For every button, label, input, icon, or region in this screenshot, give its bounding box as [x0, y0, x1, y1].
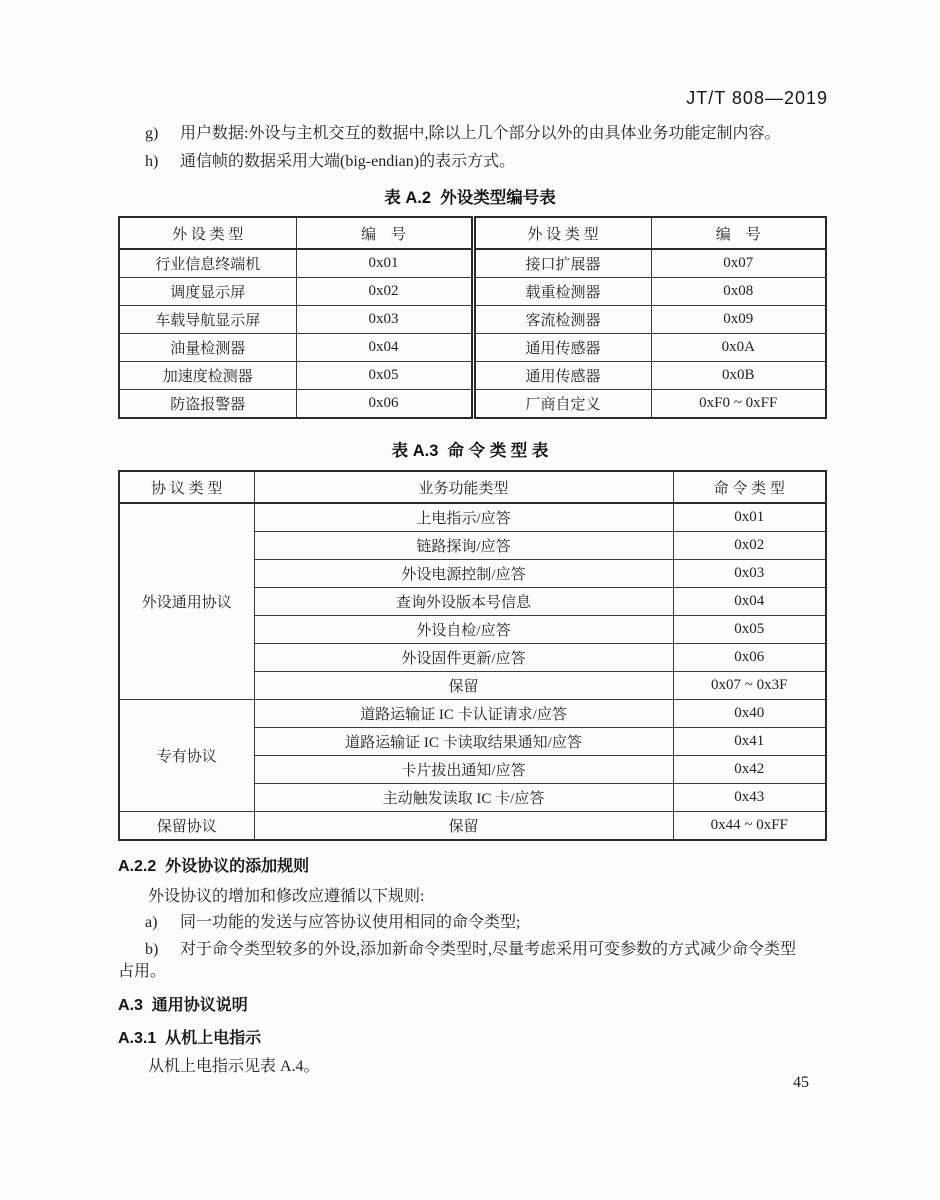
command-cell: 0x07 ~ 0x3F [673, 672, 826, 700]
command-cell: 0x44 ~ 0xFF [673, 812, 826, 841]
code-cell: 0x04 [296, 334, 473, 362]
column-header: 业务功能类型 [254, 471, 673, 503]
type-cell: 车载导航显示屏 [119, 306, 296, 334]
function-cell: 外设固件更新/应答 [254, 644, 673, 672]
running-header: JT/T 808—2019 [686, 88, 828, 108]
type-cell: 加速度检测器 [119, 362, 296, 390]
command-cell: 0x05 [673, 616, 826, 644]
code-cell: 0x06 [296, 390, 473, 419]
function-cell: 查询外设版本号信息 [254, 588, 673, 616]
code-cell: 0x09 [651, 306, 826, 334]
code-cell: 0x08 [651, 278, 826, 306]
column-header: 协 议 类 型 [119, 471, 254, 503]
table-row [119, 503, 826, 532]
table-row [119, 812, 826, 841]
command-cell: 0x03 [673, 560, 826, 588]
list-item-a [145, 912, 520, 934]
list-text: 用户数据:外设与主机交互的数据中,除以上几个部分以外的由具体业务功能定制内容。 [180, 125, 781, 142]
command-type-table [118, 470, 827, 841]
table-row [119, 249, 826, 278]
function-cell: 链路探询/应答 [254, 532, 673, 560]
code-cell: 0x01 [296, 249, 473, 278]
list-text: 同一功能的发送与应答协议使用相同的命令类型; [180, 914, 521, 931]
function-cell: 保留 [254, 672, 673, 700]
type-cell: 油量检测器 [119, 334, 296, 362]
paragraph-rules-intro: 外设协议的增加和修改应遵循以下规则: [148, 888, 425, 905]
table-row [119, 471, 826, 503]
function-cell: 外设电源控制/应答 [254, 560, 673, 588]
section-heading-a22: A.2.2 外设协议的添加规则 [118, 858, 310, 875]
paragraph-a31: 从机上电指示见表 A.4。 [148, 1058, 320, 1075]
code-cell: 0x0B [651, 362, 826, 390]
list-marker: a) [145, 914, 158, 931]
list-text: 通信帧的数据采用大端(big-endian)的表示方式。 [180, 153, 516, 170]
command-cell: 0x01 [673, 503, 826, 532]
column-header: 编 号 [296, 217, 473, 249]
command-cell: 0x40 [673, 700, 826, 728]
list-text: 对于命令类型较多的外设,添加新命令类型时,尽量考虑采用可变参数的方式减少命令类型 [180, 941, 797, 958]
list-item-b [145, 939, 796, 961]
command-cell: 0x43 [673, 784, 826, 812]
type-cell: 接口扩展器 [473, 249, 651, 278]
function-cell: 保留 [254, 812, 673, 841]
command-cell: 0x04 [673, 588, 826, 616]
type-cell: 防盗报警器 [119, 390, 296, 419]
table-a3-title: 表 A.3 命 令 类 型 表 [391, 442, 549, 460]
list-marker: g) [145, 125, 159, 142]
list-marker: b) [145, 941, 159, 958]
protocol-cell: 专有协议 [119, 700, 254, 812]
table-row [119, 217, 826, 249]
type-cell: 载重检测器 [473, 278, 651, 306]
type-cell: 调度显示屏 [119, 278, 296, 306]
column-header: 外 设 类 型 [119, 217, 296, 249]
function-cell: 道路运输证 IC 卡读取结果通知/应答 [254, 728, 673, 756]
table-row [119, 334, 826, 362]
function-cell: 主动触发读取 IC 卡/应答 [254, 784, 673, 812]
column-header: 命 令 类 型 [673, 471, 826, 503]
type-cell: 通用传感器 [473, 334, 651, 362]
type-cell: 厂商自定义 [473, 390, 651, 419]
section-heading-a31: A.3.1 从机上电指示 [118, 1030, 262, 1047]
table-a3-body [119, 503, 826, 840]
protocol-cell: 外设通用协议 [119, 503, 254, 700]
type-cell: 行业信息终端机 [119, 249, 296, 278]
function-cell: 道路运输证 IC 卡认证请求/应答 [254, 700, 673, 728]
protocol-cell: 保留协议 [119, 812, 254, 841]
function-cell: 外设自检/应答 [254, 616, 673, 644]
code-cell: 0x03 [296, 306, 473, 334]
table-row [119, 700, 826, 728]
code-cell: 0x02 [296, 278, 473, 306]
code-cell: 0xF0 ~ 0xFF [651, 390, 826, 419]
table-a3-header [119, 471, 826, 503]
table-a2-title: 表 A.2 外设类型编号表 [384, 189, 556, 207]
list-marker: h) [145, 153, 159, 170]
function-cell: 上电指示/应答 [254, 503, 673, 532]
code-cell: 0x0A [651, 334, 826, 362]
peripheral-type-table [118, 216, 827, 419]
section-heading-a3: A.3 通用协议说明 [118, 997, 248, 1014]
command-cell: 0x02 [673, 532, 826, 560]
table-row [119, 278, 826, 306]
code-cell: 0x05 [296, 362, 473, 390]
column-header: 外 设 类 型 [473, 217, 651, 249]
table-row [119, 306, 826, 334]
table-row [119, 362, 826, 390]
command-cell: 0x06 [673, 644, 826, 672]
list-item-g [145, 123, 780, 145]
function-cell: 卡片拔出通知/应答 [254, 756, 673, 784]
list-item-h [145, 151, 515, 173]
command-cell: 0x41 [673, 728, 826, 756]
type-cell: 通用传感器 [473, 362, 651, 390]
column-header: 编 号 [651, 217, 826, 249]
code-cell: 0x07 [651, 249, 826, 278]
command-cell: 0x42 [673, 756, 826, 784]
paragraph-continuation: 占用。 [118, 963, 167, 980]
type-cell: 客流检测器 [473, 306, 651, 334]
page-number: 45 [793, 1074, 809, 1091]
table-a2-header [119, 217, 826, 249]
table-a2-body [119, 249, 826, 418]
table-row [119, 390, 826, 419]
